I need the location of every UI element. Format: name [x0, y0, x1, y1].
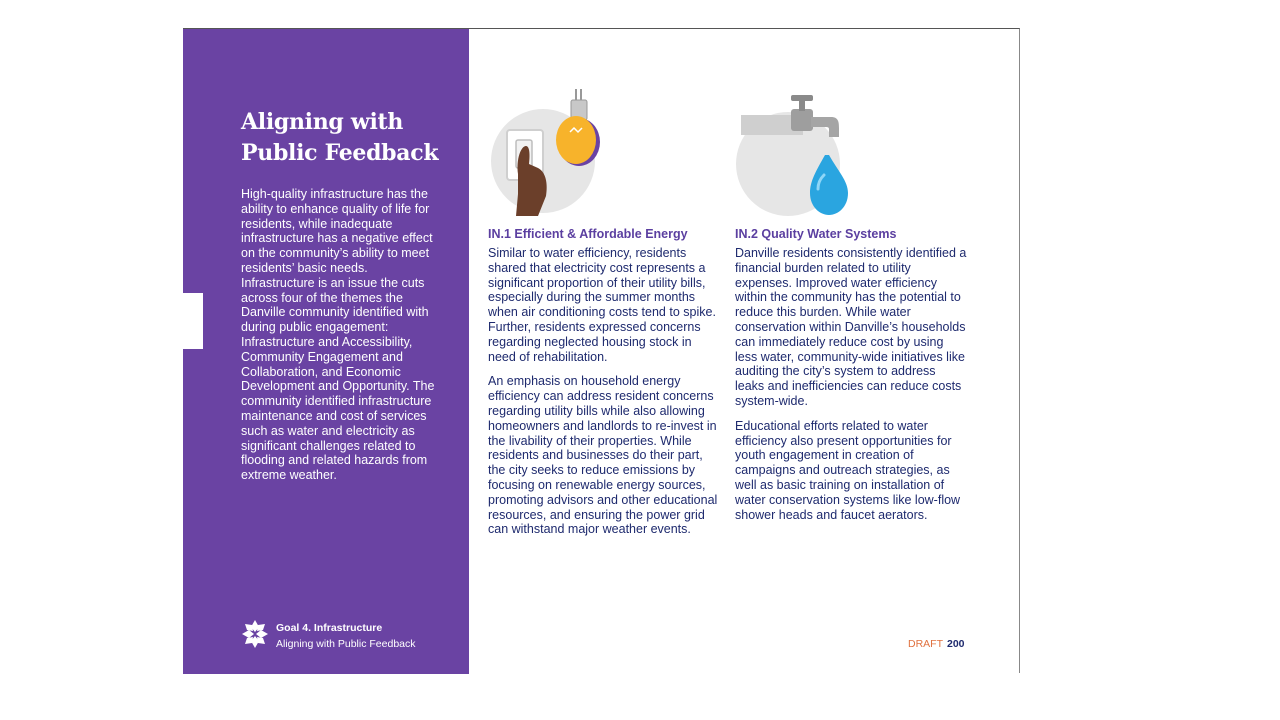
section-in2-heading: IN.2 Quality Water Systems — [735, 227, 897, 241]
page-number-value: 200 — [947, 638, 965, 650]
section-in1-paragraph-2: An emphasis on household energy efficiency can address resident concerns regarding utility bills while also allowing homeowners and landlords to re-invest in the livability of their properties. While residents and businesses do their part, the city seeks to reduce emissions by focusing on renewable energy sources, promoting advisors and other educational resources, and ensuring the power grid can withstand major weather events. — [488, 374, 718, 537]
section-in2-paragraph-1: Danville residents consistently identified a financial burden related to utility expenses. Improved water efficiency within the community has the potential to reduce this burden. While water conservation within Danville’s households can immediately reduce cost by using less water, community-wide initiatives like auditing the city’s system to address leaks and inefficiencies can reduce costs system-wide. — [735, 246, 967, 408]
sidebar-footer — [276, 620, 416, 652]
plan-logo-icon — [241, 619, 269, 649]
lightbulb-switch-icon — [488, 84, 613, 219]
page-title — [241, 107, 451, 169]
section-in2-paragraph-2: Educational efforts related to water efficiency also present opportunities for youth engagement in creation of campaigns and outreach strategies, as well as basic training on installation of water conservation systems like low-flow shower heads and faucet aerators. — [735, 418, 961, 522]
page-number — [908, 638, 965, 650]
section-in1-paragraph-1: Similar to water efficiency, residents shared that electricity cost represents a significant proportion of their utility bills, especially during the summer months when air conditioning costs tend to spike. Further, residents expressed concerns regarding neglected housing stock in need of rehabilitation. — [488, 246, 716, 364]
page-tab-marker — [183, 293, 203, 349]
document-page — [183, 28, 1020, 673]
draft-label: DRAFT — [908, 638, 943, 650]
section-in1 — [488, 227, 720, 547]
footer-subtitle: Aligning with Public Feedback — [276, 638, 416, 650]
title-line-1: Aligning with — [241, 109, 404, 135]
footer-goal-label: Goal 4. Infrastructure — [276, 622, 383, 634]
section-in1-heading: IN.1 Efficient & Affordable Energy — [488, 227, 688, 241]
water-faucet-icon — [733, 89, 858, 224]
title-line-2: Public Feedback — [241, 140, 439, 166]
section-in2 — [735, 227, 967, 532]
sidebar-panel — [183, 29, 469, 674]
sidebar-intro-text: High-quality infrastructure has the ability to enhance quality of life for residents, while inadequate infrastructure has a negative effect on the community’s ability to meet residents’ basic needs. Infrastructure is an issue the cuts across four of the themes the Danville community identified with during public engagement: Infrastructure and Accessibility, Community Engagement and Collaboration, and Economic Development and Opportunity. The community identified infrastructure maintenance and cost of services such as water and electricity as significant challenges related to flooding and related hazards from extreme weather. — [241, 187, 435, 483]
